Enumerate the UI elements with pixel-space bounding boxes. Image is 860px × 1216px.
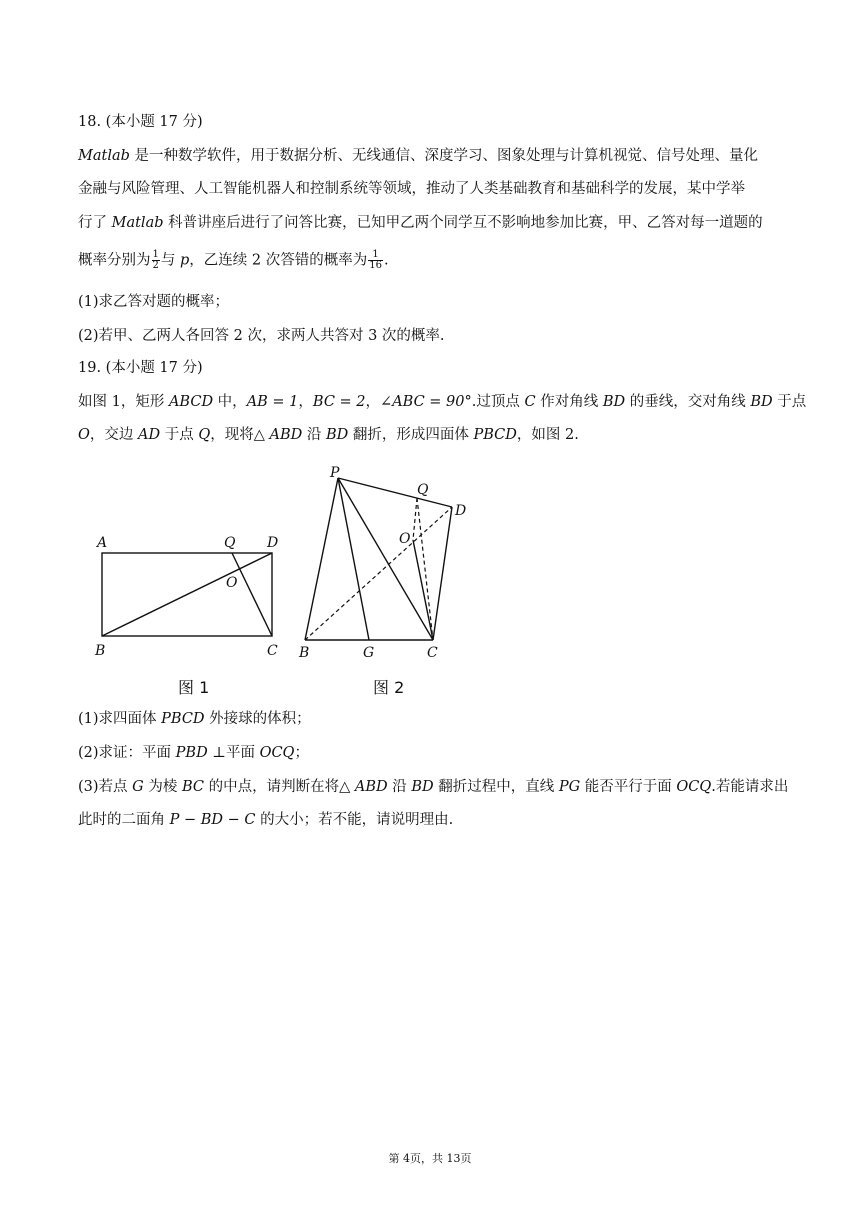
q18-part-1: (1)求乙答对题的概率； bbox=[78, 294, 230, 310]
q18-header: 18. (本小题 17 分) bbox=[78, 114, 203, 130]
label-a: A bbox=[97, 535, 108, 551]
q18-line-2: 金融与风险管理、人工智能机器人和控制系统等领域，推动了人类基础教育和基础科学的发展，某中学举 bbox=[78, 181, 745, 197]
q18-line-4: 概率分别为 $\frac{1}{2}$ 与 p，乙连续 2 次答错的概率为 $\frac{1}{16}$ . bbox=[78, 249, 389, 271]
figure-1-rectangle bbox=[80, 525, 300, 705]
q19-part-3: (3)若点 G 为棱 BC 的中点，请判断在将△ ABD 沿 BD 翻折过程中，直线 PG 能否平行于面 OCQ.若能请求出 bbox=[78, 779, 789, 795]
label-d2: D bbox=[455, 503, 467, 519]
q19-header: 19. (本小题 17 分) bbox=[78, 360, 203, 376]
figure-2-tetrahedron bbox=[290, 460, 490, 705]
fraction-one-half: $\frac{1}{2}$ bbox=[152, 249, 159, 271]
segment-pg bbox=[338, 478, 369, 640]
label-c: C bbox=[267, 643, 278, 659]
label-q: Q bbox=[224, 535, 236, 551]
q19-line-2: O，交边 AD 于点 Q，现将△ ABD 沿 BD 翻折，形成四面体 PBCD，如图 2. bbox=[78, 427, 579, 443]
edge-pd bbox=[338, 478, 452, 507]
label-d: D bbox=[267, 535, 279, 551]
page-footer: 第 4页，共 13页 bbox=[388, 1152, 472, 1165]
label-b: B bbox=[95, 643, 106, 659]
edge-pc bbox=[338, 478, 433, 640]
label-c2: C bbox=[427, 645, 438, 661]
q19-line-1: 如图 1，矩形 ABCD 中，AB = 1，BC = 2，∠ABC = 90°.过顶点 C 作对角线 BD 的垂线，交对角线 BD 于点 bbox=[78, 394, 807, 410]
q18-part-2: (2)若甲、乙两人各回答 2 次，求两人共答对 3 次的概率. bbox=[78, 328, 445, 344]
label-o: O bbox=[226, 575, 238, 591]
label-g: G bbox=[363, 645, 375, 661]
dashed-qo bbox=[413, 498, 417, 540]
fraction-one-sixteenth: $\frac{1}{16}$ bbox=[369, 249, 382, 271]
segment-cq bbox=[232, 553, 272, 636]
label-q2: Q bbox=[417, 482, 429, 498]
figure-1-caption: 图 1 bbox=[178, 678, 210, 697]
q18-line-3: 行了 Matlab 科普讲座后进行了问答比赛，已知甲乙两个同学互不影响地参加比赛，甲、乙答对每一道题的 bbox=[78, 215, 763, 231]
q19-part-1: (1)求四面体 PBCD 外接球的体积； bbox=[78, 711, 311, 727]
diagonal-bd bbox=[102, 553, 272, 636]
figure-2-caption: 图 2 bbox=[373, 678, 405, 697]
q19-part-3-cont: 此时的二面角 P − BD − C 的大小；若不能，请说明理由. bbox=[78, 812, 454, 828]
label-b2: B bbox=[299, 645, 310, 661]
edge-pb bbox=[305, 478, 338, 640]
label-o2: O bbox=[399, 531, 411, 547]
label-p: P bbox=[330, 465, 340, 481]
q19-part-2: (2)求证：平面 PBD ⊥平面 OCQ； bbox=[78, 745, 309, 761]
edge-cd bbox=[433, 507, 452, 640]
q18-line-1: Matlab 是一种数学软件，用于数据分析、无线通信、深度学习、图象处理与计算机视觉、信号处理、量化 bbox=[78, 148, 758, 164]
dashed-bd bbox=[305, 507, 452, 640]
